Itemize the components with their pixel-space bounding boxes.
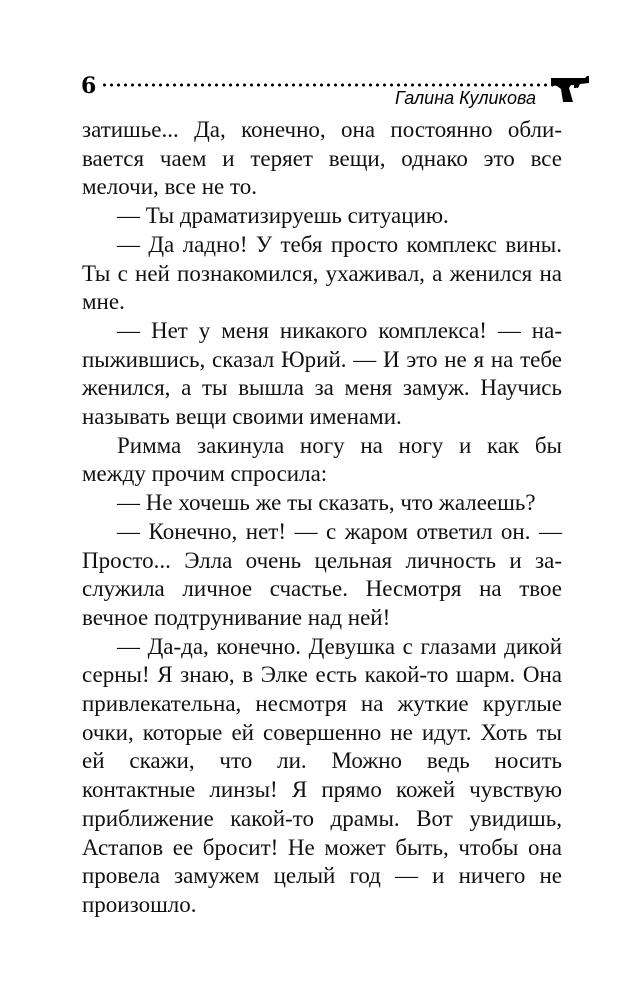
- paragraph: — Да ладно! У тебя просто комплекс вины. Ты с ней познакомился, ухаживал, а женился на мне.: [82, 231, 562, 315]
- running-header: [81, 74, 586, 110]
- body-text: [82, 116, 562, 920]
- paragraph: — Конечно, нет! — с жаром ответил он. — Просто... Элла очень цельная личность и заслужила личное счастье. Несмотря на твое вечное подтрунивание над ней!: [82, 518, 562, 630]
- paragraph: — Да-да, конечно. Девушка с глазами дикой серны! Я знаю, в Элке есть какой-то шарм. Она привлекательна, несмотря на жуткие круглые очки, которые ей совершенно не идут. Хоть ты ей скажи, что ли. Можно ведь носить контактные линзы! Я прямо кожей чувствую приближение какой-то драмы. Вот увидишь, Астапов ее бросит! Не может быть, чтобы она провела замужем целый год — и ничего не произошло.: [82, 633, 562, 917]
- author-name: Галина Куликова: [395, 88, 536, 108]
- paragraph: — Ты драматизируешь ситуацию.: [117, 203, 449, 229]
- dotted-rule: [101, 83, 556, 87]
- page-number: 6: [81, 73, 97, 99]
- paragraph: — Нет у меня никакого комплекса! — напыжившись, сказал Юрий. — И это не я на тебе женился, а ты вышла за меня замуж. Научись называть вещи своими именами.: [82, 317, 562, 430]
- pistol-icon: [549, 74, 589, 104]
- paragraph: — Не хочешь же ты сказать, что жалеешь?: [117, 490, 536, 516]
- paragraph: Римма закинула ногу на ногу и как бы между прочим спросила:: [82, 432, 562, 487]
- paragraph: затишье... Да, конечно, она постоянно обливается чаем и теряет вещи, однако это все мелочи, все не то.: [82, 117, 562, 200]
